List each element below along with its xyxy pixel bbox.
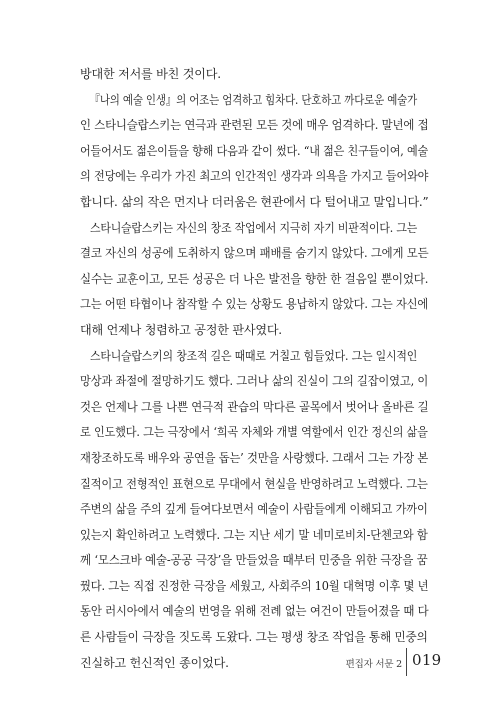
text-line: 스타니슬랍스키의 창조적 길은 때때로 거칠고 힘들었다. 그는 일시적인 — [89, 348, 418, 363]
text-line: 재창조하도록 배우와 공연을 돕는’ 것만을 사랑했다. 그래서 그는 가장 본 — [80, 450, 429, 465]
text-line: 있는지 확인하려고 노력했다. 그는 지난 세기 말 네미로비치-단첸코와 함 — [80, 527, 428, 542]
text-line: 꿨다. 그는 직접 진정한 극장을 세웠고, 사회주의 10월 대혁명 이후 몇 년 — [80, 578, 429, 593]
text-line: 대해 언제나 청렴하고 공정한 판사였다. — [80, 322, 282, 337]
text-line: 른 사람들이 극장을 짓도록 도왔다. 그는 평생 창조 작업을 통해 민중의 — [80, 630, 428, 645]
body-text — [80, 62, 428, 676]
text-line: 로 인도했다. 그는 극장에서 ‘희곡 자체와 개별 역할에서 인간 정신의 삶을 — [80, 425, 428, 440]
text-line: 방대한 저서를 바친 것이다. — [80, 67, 221, 81]
text-line: 것은 언제나 그를 나쁜 연극적 관습의 막다른 골목에서 벗어나 올바른 길 — [80, 399, 429, 414]
text-line: 동안 러시아에서 예술의 번영을 위해 전례 없는 여건이 만들어졌을 때 다 — [80, 604, 429, 619]
text-line: 그는 어떤 타협이나 참작할 수 있는 상황도 용납하지 않았다. 그는 자신에 — [80, 297, 429, 312]
text-line: 인 스타니슬랍스키는 연극과 관련된 모든 것에 매우 엄격하다. 말년에 접 — [80, 118, 429, 133]
text-line: 합니다. 삶의 작은 먼지나 더러움은 현관에서 다 털어내고 말입니다.” — [80, 194, 429, 209]
body-paragraphs — [80, 62, 428, 676]
text-line: 스타니슬랍스키는 자신의 창조 작업에서 지극히 자기 비판적이다. 그는 — [89, 220, 418, 235]
text-line: 결코 자신의 성공에 도취하지 않으며 패배를 숨기지 않았다. 그에게 모든 — [80, 246, 429, 261]
text-line: 의 전당에는 우리가 가진 최고의 인간적인 생각과 의욕을 가지고 들어와야 — [80, 169, 429, 184]
text-line: 주변의 삶을 주의 깊게 들여다보면서 예술이 사람들에게 이해되고 가까이 — [80, 502, 428, 517]
page-footer — [0, 640, 500, 680]
text-line: 진실하고 헌신적인 종이었다. — [80, 655, 229, 670]
text-line: 께 ‘모스크바 예술-공공 극장’을 만들었을 때부터 민중을 위한 극장을 꿈 — [80, 553, 428, 568]
text-line: 질적이고 전형적인 표현으로 무대에서 현실을 반영하려고 노력했다. 그는 — [80, 476, 428, 491]
text-line: 어들어서도 젊은이들을 향해 다음과 같이 썼다. “내 젊은 친구들이여, 예술 — [80, 143, 429, 158]
text-line: 실수는 교훈이고, 모든 성공은 더 나은 발전을 향한 한 걸음일 뿐이었다. — [80, 271, 429, 286]
running-head: 편집자 서문 2 — [345, 659, 402, 670]
folio-divider — [406, 648, 407, 676]
text-line: 『나의 예술 인생』의 어조는 엄격하고 힘차다. 단호하고 까다로운 예술가 — [89, 92, 418, 107]
page-number: 019 — [412, 651, 442, 669]
text-line: 망상과 좌절에 절망하기도 했다. 그러나 삶의 진실이 그의 길잡이였고, 이 — [80, 374, 429, 389]
